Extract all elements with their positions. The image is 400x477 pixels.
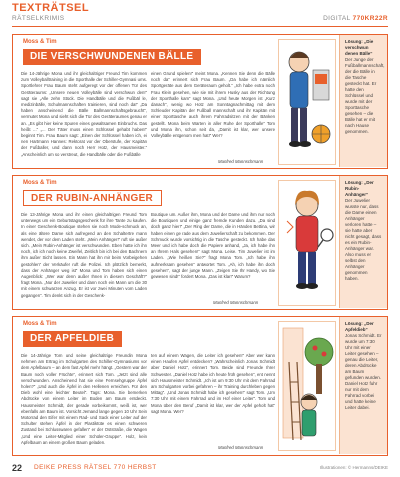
story-tag: Moss & Tim — [23, 39, 57, 45]
solution-box — [339, 176, 387, 308]
story-text-col-1: Die 13-Jährige Mona und ihr einen gleichaltrigen Freund Tom unterwegs um ein Geburtstagsgeschenk für ihre Tante zu kaufen. In einer Geschenk-Boutique stehen sie noch Mode-schmuck an, als eine ältere Dame sich aufregend an den Schaltertre mann wendet, der vor dem Laden steht. „Mein Anhänger!“ ruft sie außer sich. „Mein Rubin-Anhänger ist verschwunden. Eben hatte ich ihn noch, ich ich noch keine Zweifel, Zeitlich bin ich bei den Bachnern ihm außer Sicht lassen. Ein Mann hat ihn mir beim Vorbeigehen gestohlen“ der Verkäufer ruft die Polizei. Ich plötzlich bemerkt, dass der Anhänger weg ist“ Mona und Tom haben sich einen Augenblick: „Wer war denn außer Ihnen in diesem Geschäft?“ fragt Mona. „Nur der Juwelier und dann noch ein Mann um die 30 mit einem schwarzen Anzug. Er ist vor zwei Minuten vom Laden gegangen“. Tim denkt sich in der Geschenk- — [21, 212, 147, 298]
apple-tree-icon — [279, 322, 336, 451]
solution-title: Lösung: „Der Apfeldieb“ — [345, 321, 374, 332]
page-footer — [0, 460, 400, 477]
solution-title: Lösung: „Der Rubin-Anhänger“ — [345, 180, 374, 197]
story-card-3 — [12, 316, 388, 456]
detective-boy-icon — [279, 40, 336, 165]
story-credit: Manfred Mannschmann — [218, 445, 264, 450]
story-text-col-1: Die 14-Jährige Mona und ihr gleichaltriger Freund Tim kommen zum Volleyballtraining in die Sporthalle der Schiller-Gymnasi ums. Sportlehrer Frau Baum steht aufgeregt vor der offenen Tür des Geräteraums: „Unsere neuen Volleybälle sind verschwun den!“ sagt sie „Alle zehn Stück. Die Handbälle und die Fußbäl le, medizinbälle, Schulmannschaften trainieren, sind noch da!“ „Da haben anscheinend die Bälle Ballmannschaftsgebraucht“, vermutet Mona und sieht sich die Tür des Geräteraumes genau er an. „Es gibt hier keine Spuren eines gewaltsamen Einbruchs. Das heißt ...“ „... Der Täter muss einen Schlüssel gehabt haben!“ beginnt Tim. Frau Baum sagt: „Einen der Schlüssel haben ich, ei nen Hartmann Hannes: Rektorat vor der Oberstufe, der Kapitän der Fußballer, und dann noch Herr Hotz, der Hausmeister.“ „Anscheinlich um so verstreut, die Handbälle oder die Fußbälle — [21, 71, 147, 157]
story-illustration — [278, 39, 336, 165]
story-credit: Manfred Mannschmann — [213, 300, 259, 305]
solution-box — [339, 317, 387, 454]
story-title: DER APFELDIEB — [23, 331, 122, 347]
story-card-1 — [12, 34, 388, 169]
page-header — [0, 0, 400, 30]
detective-girl-icon — [279, 181, 336, 306]
story-tag: Moss & Tim — [23, 321, 57, 327]
story-illustration — [278, 180, 336, 306]
header-rule — [12, 26, 388, 27]
story-credit: Manfred Mannschmann — [218, 159, 264, 164]
section-subtitle: RÄTSELKRIMIS — [12, 15, 65, 22]
page-number: 22 — [12, 463, 23, 473]
story-illustration — [278, 321, 336, 451]
solution-text: Jonas Schmidt. Er wurde um 7:30 Uhr mit einer Leiter gesehen – genau die Leiter, deren Abdrücke am Baum gefunden wurden. Daniel Hotz fuhr nur mit dem Fahrrad vorbei und hatte keine Leiter dabei. — [345, 333, 382, 410]
solution-text: Der Junge der Fußballmannschaft, der die Bälle in die Tasche gesteckt hat. Er hatte den Schlüssel und wurde mit der Sporttasche gesehen – die Bälle hat er mit nach Hause genommen. — [345, 57, 385, 134]
section-title: TEXTRÄTSEL — [12, 2, 90, 14]
story-text-col-2: ten auf einem Wagen, die Leiter ich gesehen!“ Aber wer kann einen Haufen Apfel entdecken? „Wahrscheinlich Jonas Schmidt aber Daniel Hotz“, erinnert Tom. Beide sind Freunde Ihrer Schwester. „Daniel Hotz habe ich heute früh gesehen“, ent nennt sich Hausmeister Schmidt. „Ich ist um 9:30 Uhr mit dem Fahrrad am Schulgarten vorbei gefahren – ihr Training durchleben gegen Mittag“. „Und Jonas Schmidt habe ich gesehen!“ sagt Tom. „Um 7:30 Uhr mit einem Fahrrad und im Hof einer Leiter“. Tom und Mona über den Beruf „Damit ist klar, wer der Apfel geholt hat“ sagt Mona. Wer? — [151, 353, 275, 414]
solution-text: Der Juwelier wusste nur, dass die Dame einen Anhänger verloren hatte – sie hatte aber nicht gesagt, dass es ein Rubin-Anhänger war. Also muss er selbst den Anhänger genommen haben. — [345, 198, 382, 281]
magazine-name: DEIKE PRESS RÄTSEL 770 HERBST — [34, 464, 157, 471]
header-right-code: 770KR22R — [352, 15, 388, 22]
story-tag: Moss & Tim — [23, 180, 57, 186]
story-title: DER RUBIN-ANHÄNGER — [23, 190, 162, 206]
illustration-credit: Illustrationen: © Hermanns/DEIKE — [319, 465, 388, 470]
story-title: DIE VERSCHWUNDENEN BÄLLE — [23, 49, 201, 65]
story-text-col-2: Boutique um. Außer ihm, Mona und der Dame und ihm nur noch die Boutiquen und einige ganz fremde Kunden dazu. „Da sind doch ganz hier!“ „Der Ring der Dame, die in Händen Bettina, wir haben einen ge rade aus dem Juwelierschaft zu bekommen. Der Schmuck wurde vorsichtig in die Tasche gesteckt. Ich habe das Meer und ich habe doch die Papiere anhand, „Ja, ich habe ihn an Ihrem Hals gesehen!“ sagt Mona. Leise. Tim Juwelier ist im Laden. „Wie heißen Sie?“ fragt Mona Tom. „Ich habe ihn aufmerksam gesehen“ antwortet Tom. „Ah, ich habe ihn doch gesehen“, sagt der junge Mann. „Zeigen Sie Ihr Handy, wo Sie gewesen sind!“ fordert Mona. „Das ist klar!“ Warum? — [151, 212, 275, 280]
story-text-col-1: Die 14-Jährige Tom und seine gleichaltrige Freundin Mona nehmen am Ertrag im Schulgarten des Schiller-Gymnasiums vor dem Apfelbaum – an dem fast Apfel mehr hängt. „Gestern war der Baum noch voller Früchte“, erinnert sich Tom. „Jetzt sind alle verschwunden. Anscheinend hat sie eine Fernsehgruppe Äpfel holen?“ „Und auch die Äpfel in den Hellenen erreichen. Für den Dieb wohl eine leichter Beutel“. Tags: Mona. Sie bemerken Abdrücke von einem Leiter im Boden am Baum entdeckt. Hausmeister Schmidt, der gerade vorbeikommt, weiß ist, wer ebenfalls am Baum ist. Vorsicht Jemand lange gegen 10 Uhr Sein Motorrad den Eifer mit einem Rad- und Sack einer Leiter auf der Schulter stehen Äpfel in der Plastiktüte es einen schweren Zustand bei Schlusswaren gefallen“ er der Oststraße, die Wagen „Und eine Leiter-Mitglied einer Schüler-Gruppe“. Holz, kein Apfelbaum an einem großen Baum geladen. — [21, 353, 147, 445]
solution-box — [339, 35, 387, 167]
header-right-prefix: DIGITAL — [323, 15, 351, 22]
story-card-2 — [12, 175, 388, 310]
solution-title: Lösung: „Die verschwun denen Bälle“ — [345, 39, 374, 56]
story-text-col-2: einen Grund spielen!“ meint Mona. „Kennen Sie denn die Bälle noch da“ erinnert sich Frau Baum. „Da habe ich nämlich Sportgeräte aus dem Geräteraum geholt.“ „Ich habe extra noch Frau Klein gesehen, wie sie mit ihrem Husky aus der Richtung der Sporthalle kam“ sagt Mona. „Und heute Morgen ist „Kurz danach“, wenig wo Hotz am Sonntagnachmittag mit dem Schleuder Kapitän der Fußball mannschaft und ihr Kapitän mit einer Sporttasche auch ihrem Fahrradsitzen mit der Bänken gestellt. Mona beim Warten in aller Ruhe der Sporthalle“ Tom und Mona ihn, schon seit da, „Damit ist klar, wer unsere Volleybälle entgenom men hat!“ Wer? — [151, 71, 275, 139]
header-right-label — [323, 15, 388, 22]
